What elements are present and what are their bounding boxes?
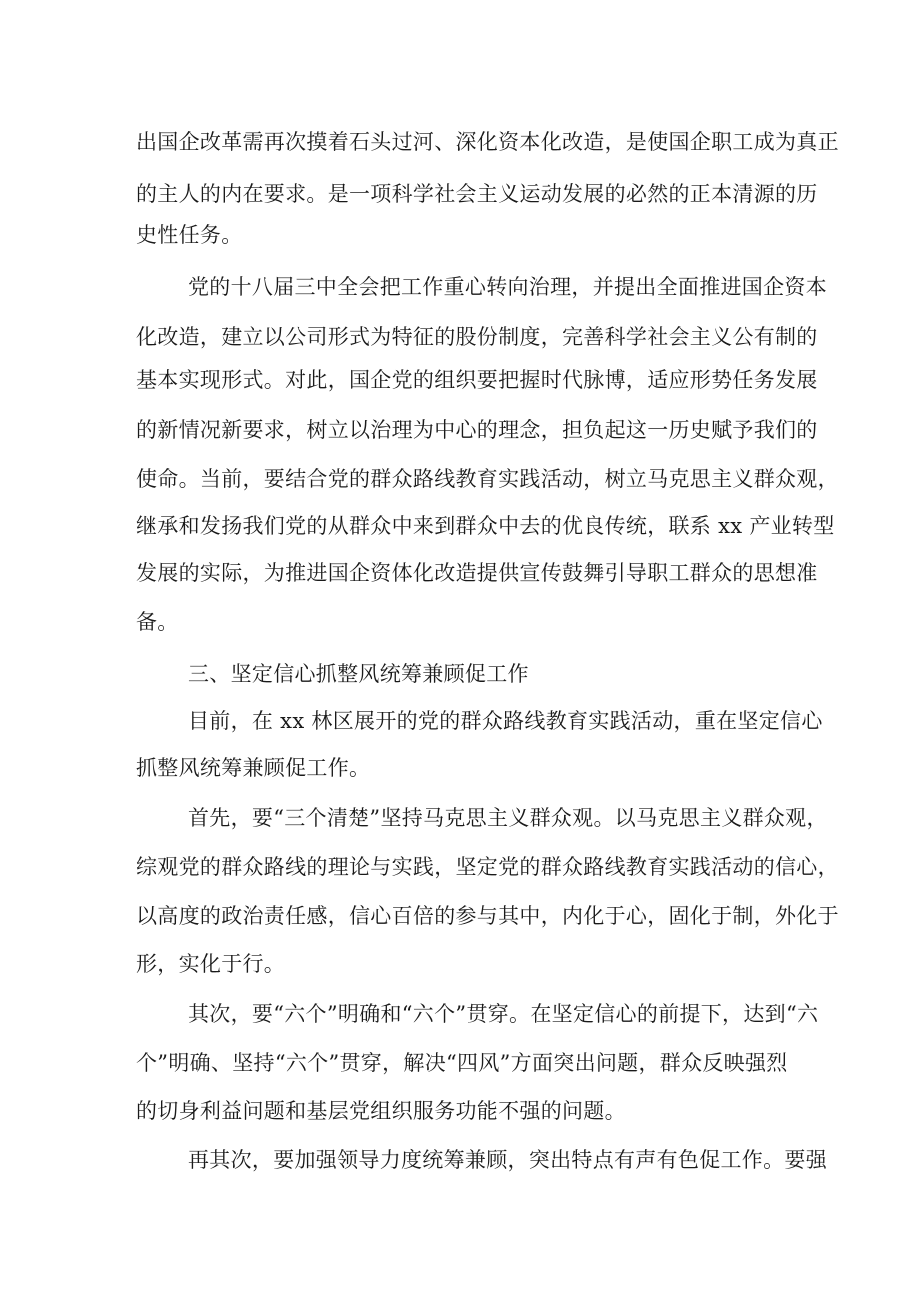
text-line: 的主人的内在要求。是一项科学社会主义运动发展的必然的正本清源的历 bbox=[136, 182, 818, 206]
text-line: 其次，要“六个”明确和“六个”贯穿。在坚定信心的前提下，达到“六 bbox=[188, 1002, 819, 1026]
text-line: 的切身利益问题和基层党组织服务功能不强的问题。 bbox=[136, 1099, 626, 1123]
section-heading: 三、坚定信心抓整风统筹兼顾促工作 bbox=[188, 662, 529, 686]
text-line: 发展的实际，为推进国企资体化改造提供宣传鼓舞引导职工群众的思想准 bbox=[136, 561, 818, 585]
text-line: 基本实现形式。对此，国企党的组织要把握时代脉博，适应形势任务发展 bbox=[136, 368, 818, 392]
text-line: 使命。当前，要结合党的群众路线教育实践活动，树立马克思主义群众观， bbox=[136, 467, 839, 491]
text-line: 综观党的群众路线的理论与实践，坚定党的群众路线教育实践活动的信心， bbox=[136, 855, 839, 879]
text-line: 以高度的政治责任感，信心百倍的参与其中，内化于心，固化于制，外化于 bbox=[136, 904, 839, 928]
text-line: 出国企改革需再次摸着石头过河、深化资本化改造，是使国企职工成为真正 bbox=[136, 130, 839, 154]
text-line: 个”明确、坚持“六个”贯穿，解决“四风”方面突出问题，群众反映强烈 bbox=[136, 1051, 788, 1075]
text-line: 备。 bbox=[136, 610, 179, 634]
text-line: 再其次，要加强领导力度统筹兼顾，突出特点有声有色促工作。要强 bbox=[188, 1148, 827, 1172]
text-line: 化改造，建立以公司形式为特征的股份制度，完善科学社会主义公有制的 bbox=[136, 325, 818, 349]
text-line: 首先，要“三个清楚”坚持马克思主义群众观。以马克思主义群众观， bbox=[188, 806, 828, 830]
text-line: 目前，在 xx 林区展开的党的群众路线教育实践活动，重在坚定信心 bbox=[188, 709, 823, 733]
text-line: 形，实化于行。 bbox=[136, 952, 286, 976]
text-line: 继承和发扬我们党的从群众中来到群众中去的优良传统，联系 xx 产业转型 bbox=[136, 514, 835, 538]
text-line: 的新情况新要求，树立以治理为中心的理念，担负起这一历史赋予我们的 bbox=[136, 418, 818, 442]
text-line: 党的十八届三中全会把工作重心转向治理，并提出全面推进国企资本 bbox=[188, 275, 827, 299]
text-line: 抓整风统筹兼顾促工作。 bbox=[136, 756, 371, 780]
text-line: 史性任务。 bbox=[136, 223, 243, 247]
